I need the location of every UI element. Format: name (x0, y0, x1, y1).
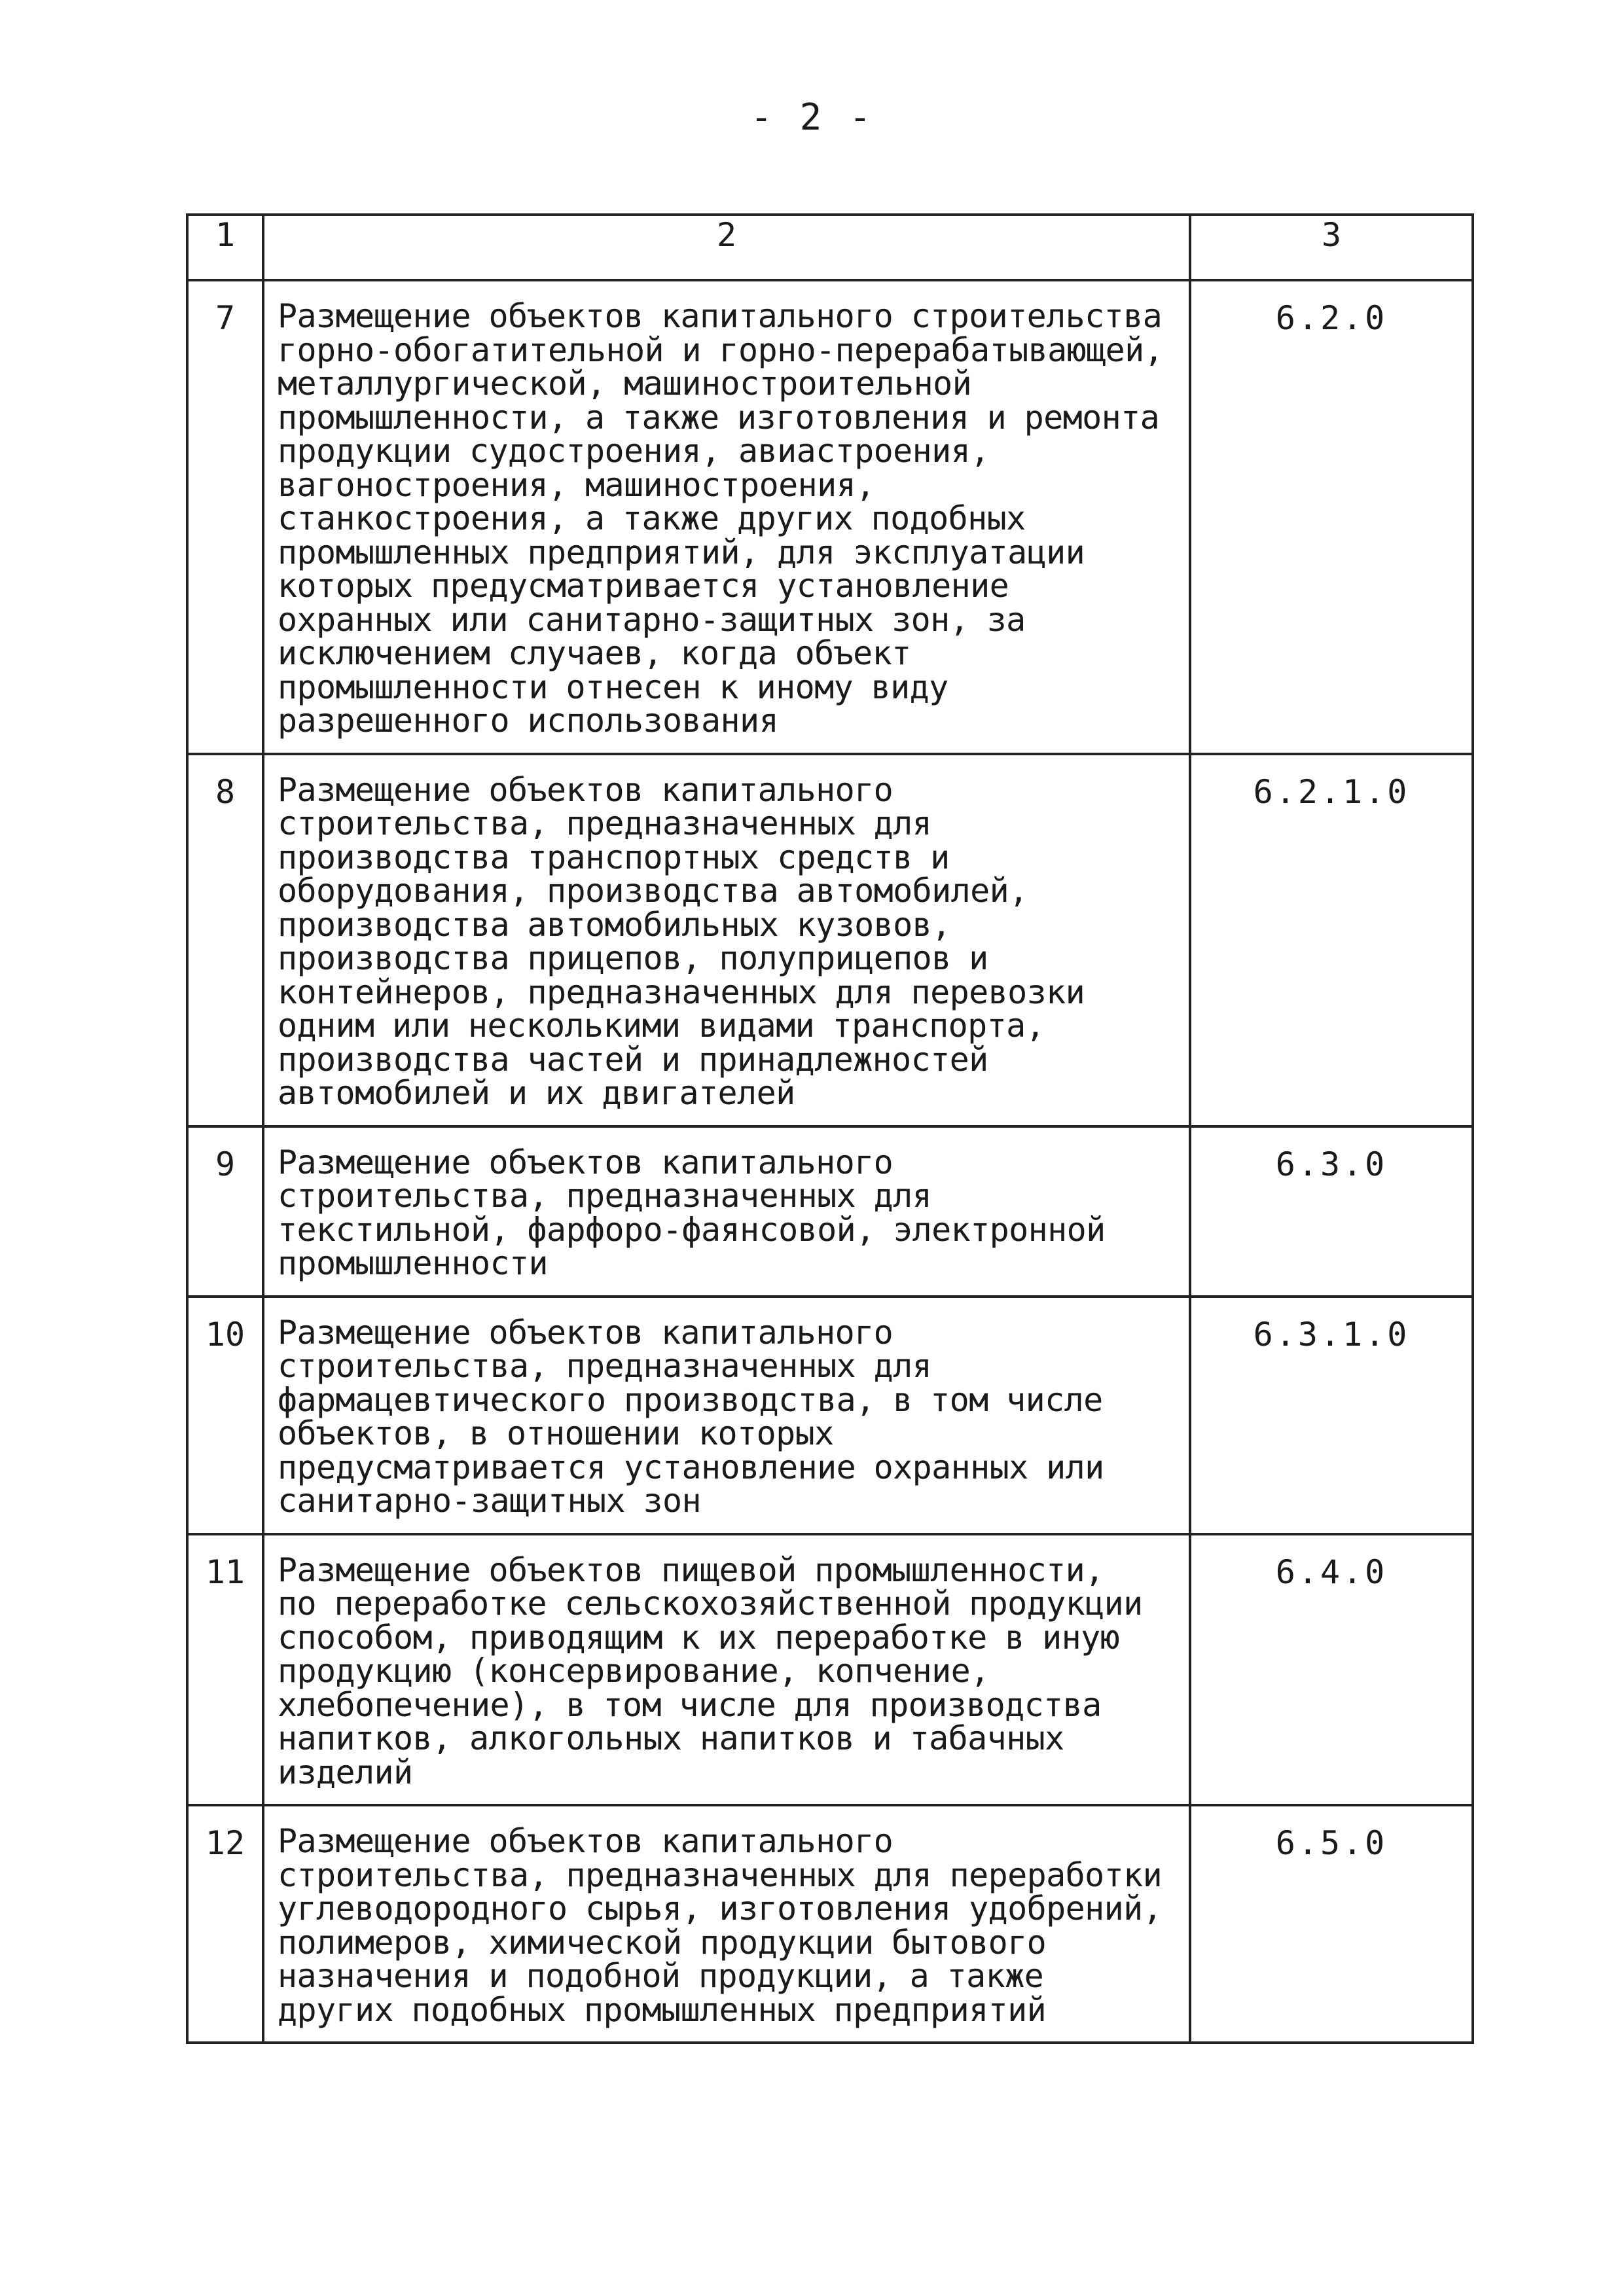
header-col-2: 2 (263, 215, 1190, 280)
table-row (187, 1805, 1473, 2043)
row-number: 10 (187, 1297, 263, 1534)
row-code: 6.3.0 (1190, 1126, 1473, 1297)
row-description: Размещение объектов капитального строительства горно-обогатительной и горно-перерабатывающей, металлургической, машиностроительной промышленности, а также изготовления и ремонта продукции судостроения, авиастроения, вагоностроения, машиностроения, станкостроения, а также других подобных промышленных предприятий, для эксплуатации которых предусматривается установление охранных или санитарно-защитных зон, за исключением случаев, когда объект промышленности отнесен к иному виду разрешенного использования (263, 280, 1190, 754)
row-code: 6.5.0 (1190, 1805, 1473, 2043)
table-row (187, 754, 1473, 1126)
page-number: - 2 - (750, 96, 874, 139)
row-number: 12 (187, 1805, 263, 2043)
row-number: 7 (187, 280, 263, 754)
row-number: 9 (187, 1126, 263, 1297)
row-description: Размещение объектов пищевой промышленности, по переработке сельскохозяйственной продукции способом, приводящим к их переработке в иную продукцию (консервирование, копчение, хлебопечение), в том числе для производства напитков, алкогольных напитков и табачных изделий (263, 1534, 1190, 1806)
row-description: Размещение объектов капитального строительства, предназначенных для фармацевтического производства, в том числе объектов, в отношении которых предусматривается установление охранных или санитарно-защитных зон (263, 1297, 1190, 1534)
table-row (187, 1126, 1473, 1297)
row-code: 6.3.1.0 (1190, 1297, 1473, 1534)
table-row (187, 1534, 1473, 1806)
table-header-row (187, 215, 1473, 280)
row-code: 6.2.0 (1190, 280, 1473, 754)
row-number: 11 (187, 1534, 263, 1806)
row-description: Размещение объектов капитального строительства, предназначенных для текстильной, фарфоро-фаянсовой, электронной промышленности (263, 1126, 1190, 1297)
row-code: 6.4.0 (1190, 1534, 1473, 1806)
header-col-1: 1 (187, 215, 263, 280)
row-number: 8 (187, 754, 263, 1126)
row-code: 6.2.1.0 (1190, 754, 1473, 1126)
header-col-3: 3 (1190, 215, 1473, 280)
table-row (187, 280, 1473, 754)
land-use-table (186, 213, 1474, 2044)
row-description: Размещение объектов капитального строительства, предназначенных для переработки углеводородного сырья, изготовления удобрений, полимеров, химической продукции бытового назначения и подобной продукции, а также других подобных промышленных предприятий (263, 1805, 1190, 2043)
table-row (187, 1297, 1473, 1534)
row-description: Размещение объектов капитального строительства, предназначенных для производства транспортных средств и оборудования, производства автомобилей, производства автомобильных кузовов, производства прицепов, полуприцепов и контейнеров, предназначенных для перевозки одним или несколькими видами транспорта, производства частей и принадлежностей автомобилей и их двигателей (263, 754, 1190, 1126)
